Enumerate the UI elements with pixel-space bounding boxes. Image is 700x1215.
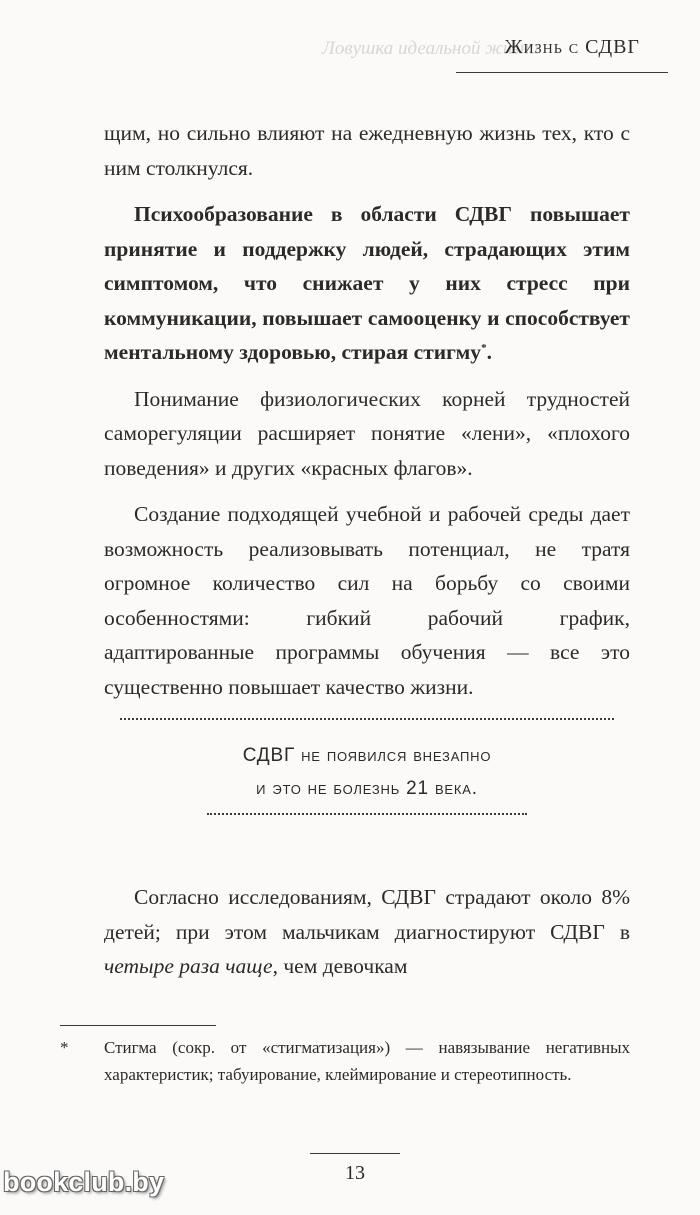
callout-line-2: и это не болезнь 21 века. — [256, 778, 478, 799]
footnote-text: Стигма (сокр. от «стигматизация») — навязывание негативных характеристик; табуирование, клеймирование и стереотипность. — [104, 1038, 630, 1084]
footnote-mark: * — [60, 1038, 69, 1057]
watermark: bookclub.by — [3, 1167, 165, 1197]
header-rule — [456, 72, 668, 73]
paragraph-physiology: Понимание физиологических корней трудностей саморегуляции расширяет понятие «лени», «плохого поведения» и других «красных флагов». — [104, 386, 630, 480]
statistics-text-end: , чем девочкам — [272, 954, 408, 978]
page-number-rule — [310, 1153, 400, 1154]
paragraph-bold-end: . — [486, 340, 492, 364]
callout-text — [104, 720, 630, 813]
main-text — [104, 116, 630, 704]
lower-text — [104, 880, 630, 984]
callout-line-1: СДВГ не появился внезапно — [242, 745, 492, 766]
callout-box — [104, 718, 630, 815]
page-number: 13 — [345, 1162, 365, 1184]
paragraph-bold-text: Психообразование в области СДВГ повышает принятие и поддержку людей, страдающих этим симптомом, что снижает у них стресс при коммуникации, повышает самооценку и способствует ментальному здоровью, стирая стигму — [104, 202, 630, 364]
footnote — [60, 1034, 630, 1088]
paragraph-environment: Создание подходящей учебной и рабочей среды дает возможность реализовывать потенциал, не тратя огромное количество сил на борьбу со своими особенностями: гибкий рабочий график, адаптированные программы обучения — все это существенно повышает качество жизни. — [104, 502, 630, 699]
running-header: Жизнь с СДВГ — [504, 36, 640, 58]
footnote-rule — [60, 1025, 216, 1026]
statistics-emphasis: четыре раза чаще — [104, 954, 273, 978]
paragraph-statistics — [104, 880, 630, 984]
dotted-divider-bottom — [207, 813, 527, 815]
bleed-through-text: Ловушка идеальной жизни — [322, 38, 539, 59]
paragraph-continuation: щим, но сильно влияют на ежедневную жизнь тех, кто с ним столкнулся. — [104, 121, 630, 180]
footnote-reference: * — [481, 341, 487, 354]
statistics-text-start: Согласно исследованиям, СДВГ страдают около 8% детей; при этом мальчикам диагностируют СДВГ в — [104, 885, 630, 944]
paragraph-bold — [104, 197, 630, 370]
